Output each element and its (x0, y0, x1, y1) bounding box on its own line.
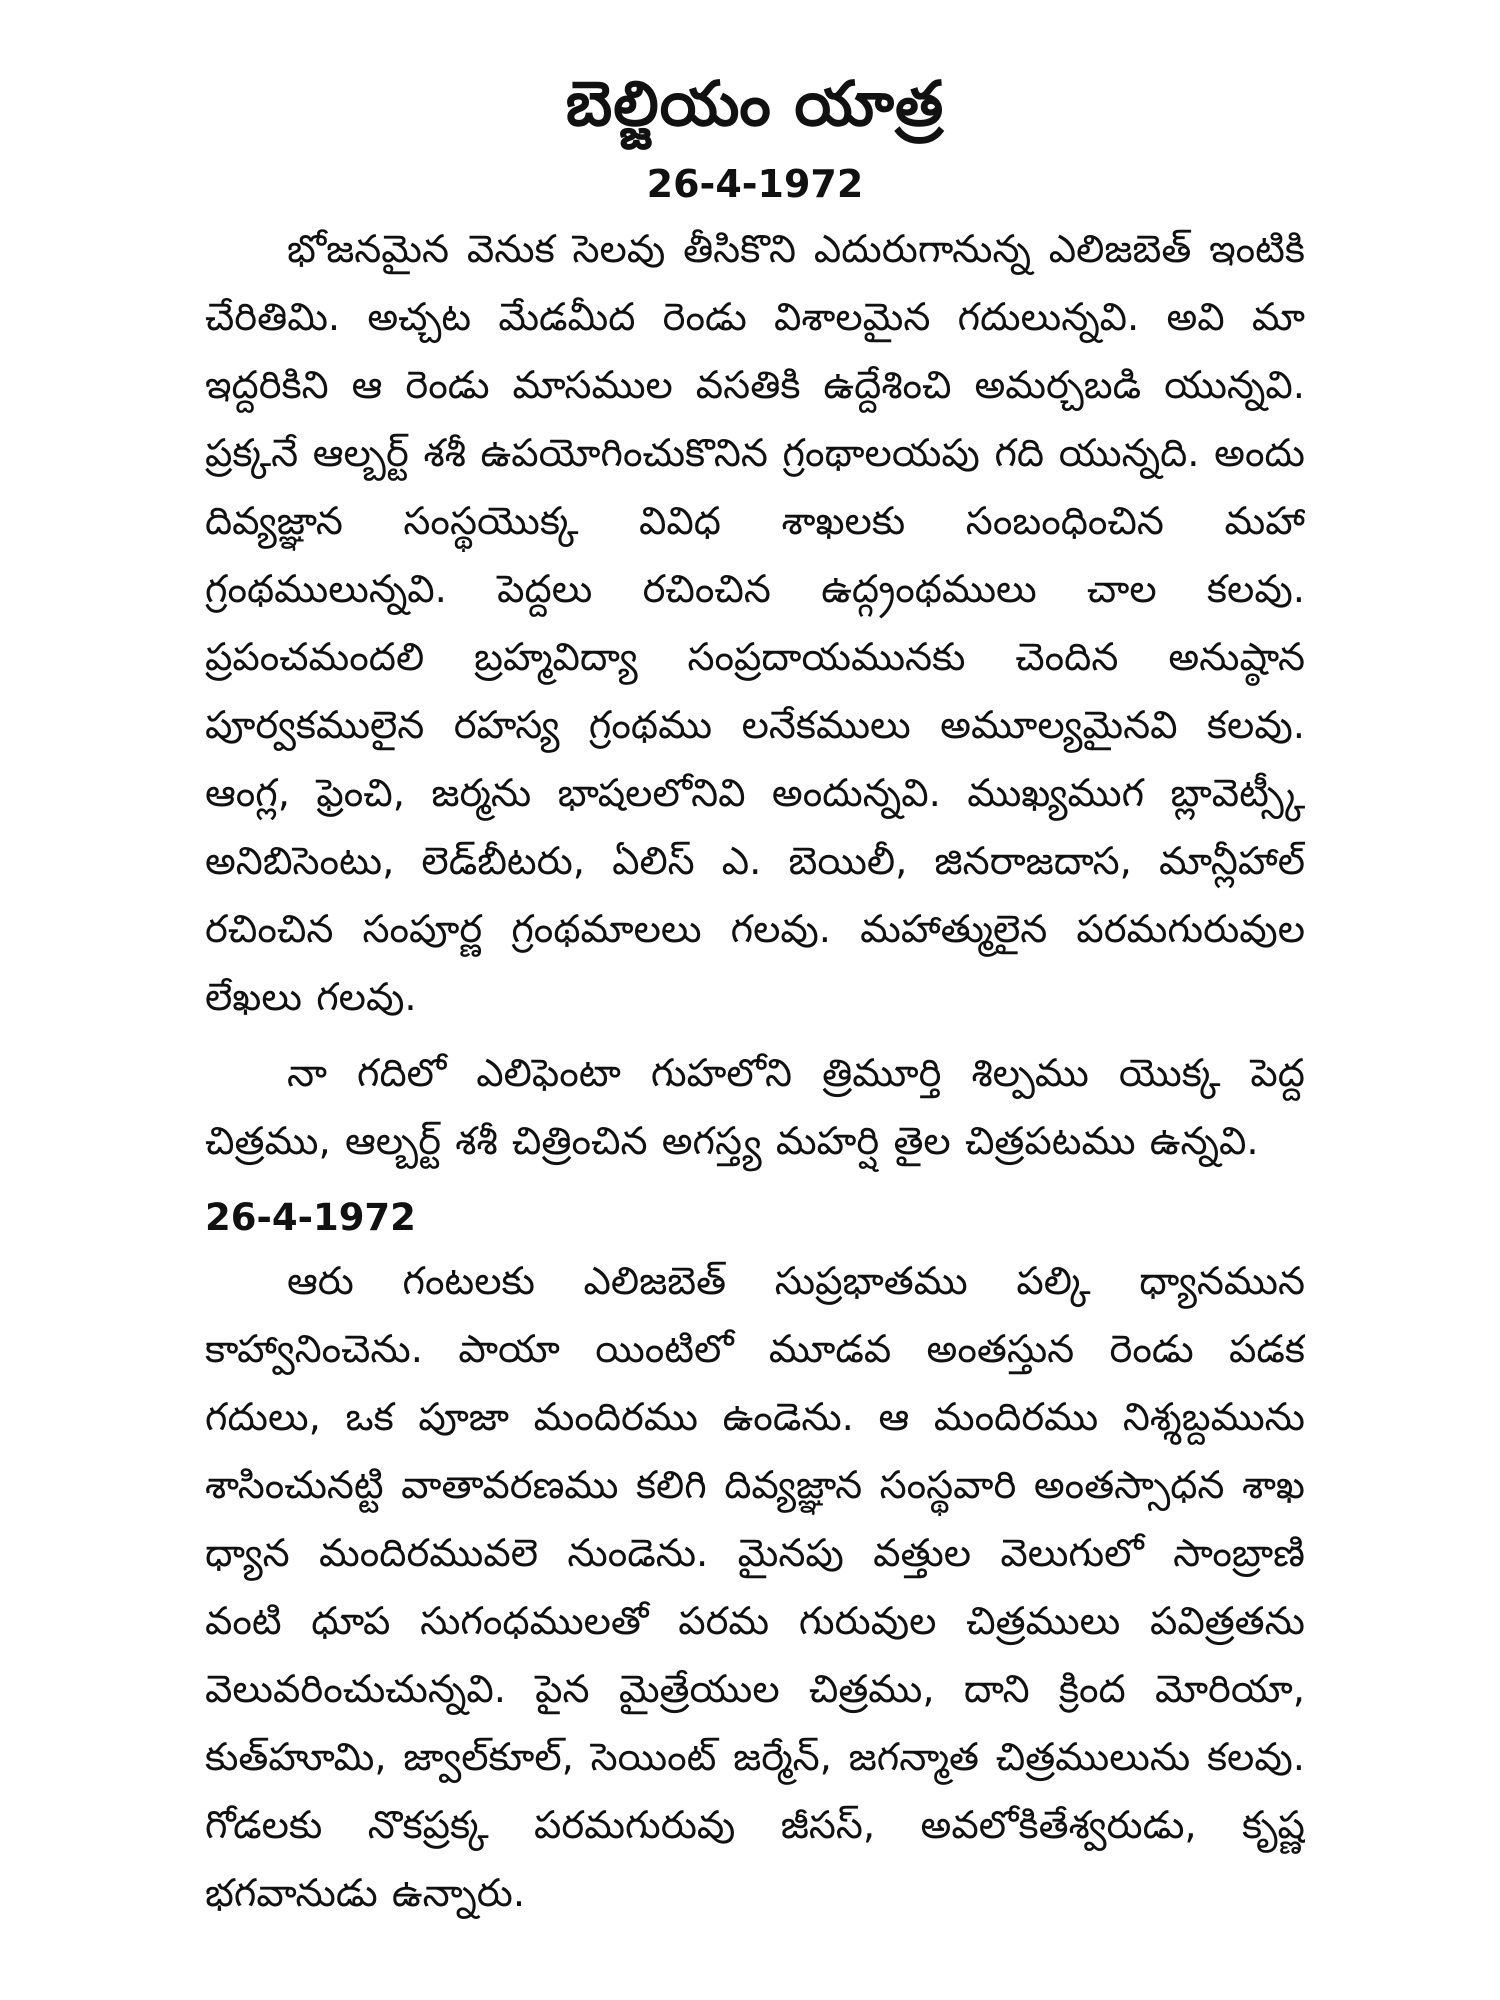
document-page (205, 62, 1305, 1962)
paragraph-library: భోజనమైన వెనుక సెలవు తీసికొని ఎదురుగానున్న ఎలిజబెత్ ఇంటికి చేరితిమి. అచ్చట మేడమీద రెండు విశాలమైన గదులున్నవి. అవి మా ఇద్దరికిని ఆ రెండు మాసముల వసతికి ఉద్దేశించి అమర్చబడి యున్నవి. ప్రక్కనే ఆల్బర్ట్ శశీ ఉపయోగించుకొనిన గ్రంథాలయపు గది యున్నది. అందు దివ్యజ్ఞాన సంస్థయొక్క వివిధ శాఖలకు సంబంధించిన మహా గ్రంథములున్నవి. పెద్దలు రచించిన ఉద్గ్రంథములు చాల కలవు. ప్రపంచమందలి బ్రహ్మవిద్యా సంప్రదాయమునకు చెందిన అనుష్ఠాన పూర్వకములైన రహస్య గ్రంథము లనేకములు అమూల్యమైనవి కలవు. ఆంగ్ల, ఫ్రెంచి, జర్మను భాషలలోనివి అందున్నవి. ముఖ్యముగ బ్లావెట్స్కీ అనిబిసెంటు, లెడ్‌బీటరు, ఏలిస్ ఎ. బెయిలీ, జినరాజదాస, మాన్లీహాల్ రచించిన సంపూర్ణ గ్రంథమాలలు గలవు. మహాత్ములైన పరమగురువుల లేఖలు గలవు. (205, 227, 1305, 1020)
date-heading: 26-4-1972 (646, 162, 864, 206)
section-date: 26-4-1972 (205, 1196, 416, 1239)
page-title: బెల్జియం యాత్ర (565, 67, 945, 140)
paragraph-room-pictures: నా గదిలో ఎలిఫెంటా గుహలోని త్రిమూర్తి శిల్పము యొక్క పెద్ద చిత్రము, ఆల్బర్ట్ శశీ చిత్రించిన అగస్త్య మహర్షి తైల చిత్రపటము ఉన్నవి. (205, 1051, 1305, 1164)
paragraph-meditation-hall: ఆరు గంటలకు ఎలిజబెత్ సుప్రభాతము పల్కి ధ్యానమున కాహ్వానించెను. పాయా యింటిలో మూడవ అంతస్తున రెండు పడక గదులు, ఒక పూజా మందిరము ఉండెను. ఆ మందిరము నిశ్శబ్దమును శాసించునట్టి వాతావరణము కలిగి దివ్యజ్ఞాన సంస్థవారి అంతస్సాధన శాఖ ధ్యాన మందిరమువలె నుండెను. మైనపు వత్తుల వెలుగులో సాంబ్రాణి వంటి ధూప సుగంధములతో పరమ గురువుల చిత్రములు పవిత్రతను వెలువరించుచున్నవి. పైన మైత్రేయుల చిత్రము, దాని క్రింద మోరియా, కుత్‌హూమి, జ్వాల్‌కూల్, సెయింట్ జర్మేన్, జగన్మాత చిత్రములును కలవు. గోడలకు నొకప్రక్క పరమగురువు జీసస్, అవలోకితేశ్వరుడు, కృష్ణ భగవానుడు ఉన్నారు. (205, 1259, 1305, 1916)
